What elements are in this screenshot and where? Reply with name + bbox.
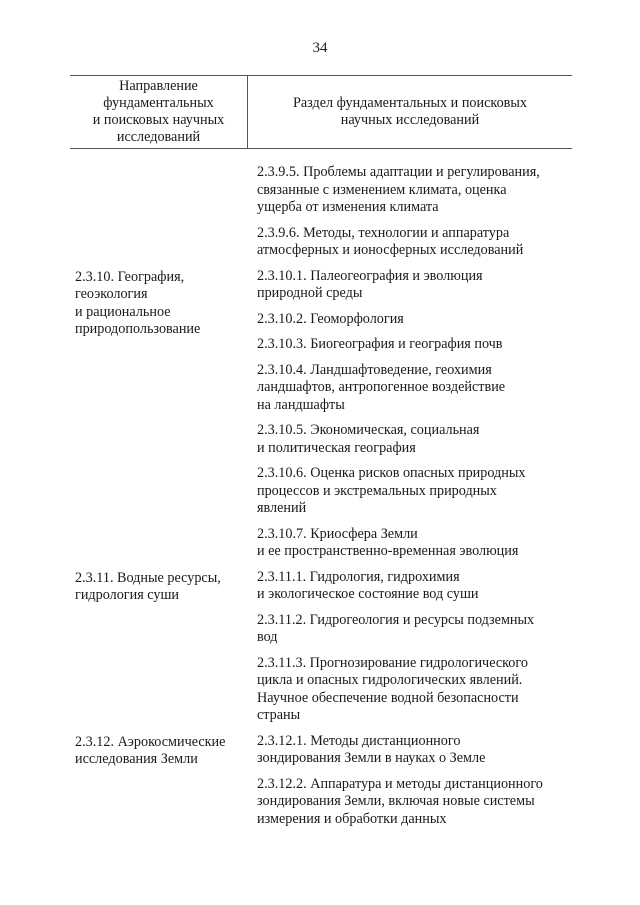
section-item: 2.3.10.7. Криосфера Земли и ее пространственно-временная эволюция: [257, 525, 519, 559]
section-item: 2.3.10.3. Биогеография и география почв: [257, 336, 503, 352]
section-item: 2.3.10.2. Геоморфология: [257, 310, 404, 327]
table-row: [70, 733, 572, 837]
page-number: 34: [312, 40, 328, 56]
header-section: Раздел фундаментальных и поисковых научных исследований: [292, 95, 527, 128]
section-item: 2.3.10.4. Ландшафтоведение, геохимия ландшафтов, антропогенное воздействие на ландшафты: [257, 361, 506, 413]
table-row: [70, 164, 572, 268]
direction-cell: 2.3.11. Водные ресурсы, гидрология суши: [75, 569, 221, 603]
section-item: 2.3.12.2. Аппаратура и методы дистанционного зондирования Земли, включая новые системы измерения и обработки данных: [257, 775, 543, 827]
section-item: 2.3.9.6. Методы, технологии и аппаратура атмосферных и ионосферных исследований: [257, 224, 524, 258]
sections-cell: [257, 569, 572, 733]
table-body: [70, 149, 572, 836]
table-row: [70, 268, 572, 569]
direction-cell: 2.3.10. География, геоэкология и рациональное природопользование: [75, 268, 201, 337]
section-item: 2.3.10.1. Палеогеография и эволюция природной среды: [257, 267, 483, 301]
section-item: 2.3.10.6. Оценка рисков опасных природных процессов и экстремальных природных явлений: [257, 465, 526, 516]
sections-cell: [257, 164, 572, 268]
section-item: 2.3.9.5. Проблемы адаптации и регулирования, связанные с изменением климата, оценка ущерба от изменения климата: [257, 164, 540, 215]
research-table: [70, 75, 572, 836]
sections-cell: [257, 733, 572, 837]
section-item: 2.3.11.1. Гидрология, гидрохимия и экологическое состояние вод суши: [257, 568, 479, 602]
sections-cell: [257, 268, 572, 569]
table-header: [70, 75, 572, 149]
header-direction: Направление фундаментальных и поисковых научных исследований: [70, 76, 248, 148]
table-row: [70, 569, 572, 733]
section-item: 2.3.10.5. Экономическая, социальная и политическая география: [257, 422, 480, 456]
section-item: 2.3.11.2. Гидрогеология и ресурсы подземных вод: [257, 611, 535, 645]
section-item: 2.3.12.1. Методы дистанционного зондирования Земли в науках о Земле: [257, 732, 486, 766]
direction-cell: 2.3.12. Аэрокосмические исследования Земли: [75, 733, 226, 767]
direction-cell: [70, 164, 257, 165]
section-item: 2.3.11.3. Прогнозирование гидрологического цикла и опасных гидрологических явлений. Научное обеспечение водной безопасности страны: [257, 654, 528, 723]
